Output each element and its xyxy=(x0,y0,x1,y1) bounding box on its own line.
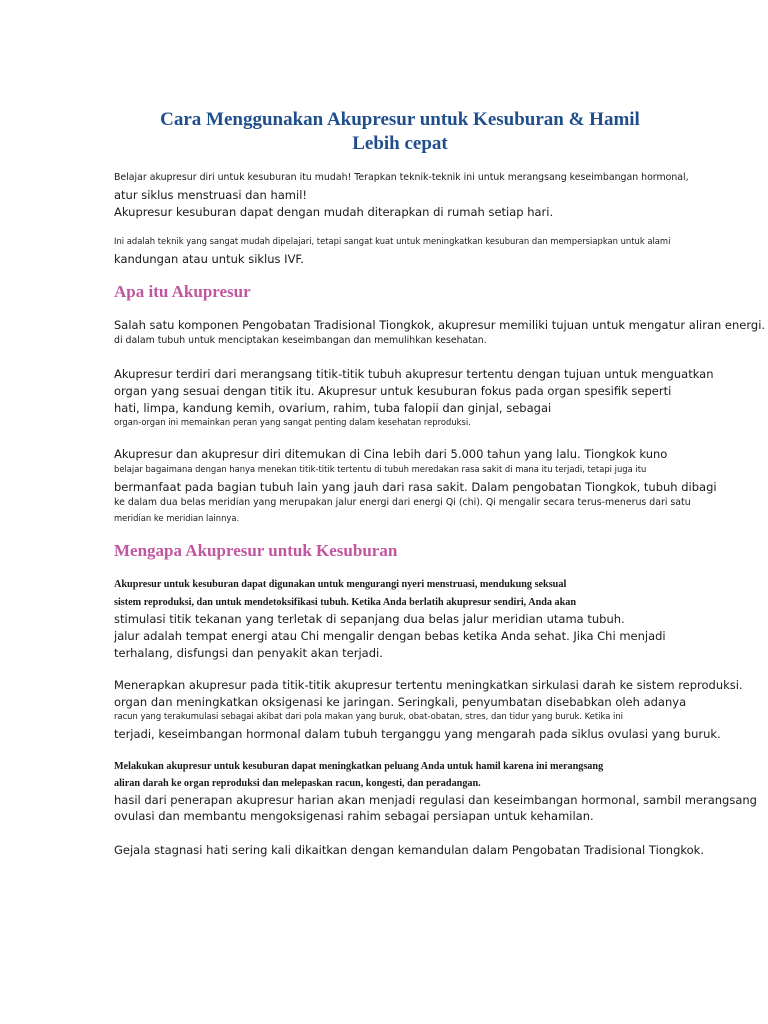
paragraph-line: Menerapkan akupresur pada titik-titik akupresur tertentu meningkatkan sirkulasi darah ke sistem reproduksi. xyxy=(114,678,743,692)
paragraph-line: ke dalam dua belas meridian yang merupakan jalur energi dari energi Qi (chi). Qi mengalir secara terus-menerus dari satu xyxy=(114,497,691,508)
paragraph-line: di dalam tubuh untuk menciptakan keseimbangan dan memulihkan kesehatan. xyxy=(114,335,487,346)
paragraph-line: racun yang terakumulasi sebagai akibat dari pola makan yang buruk, obat-obatan, stres, dan tidur yang buruk. Ketika ini xyxy=(114,711,623,721)
paragraph-line: jalur adalah tempat energi atau Chi mengalir dengan bebas ketika Anda sehat. Jika Chi menjadi xyxy=(114,629,666,643)
title-line-2: Lebih cepat xyxy=(352,133,448,154)
paragraph-line: sistem reproduksi, dan untuk mendetoksifikasi tubuh. Ketika Anda berlatih akupresur sendiri, Anda akan xyxy=(114,597,577,608)
paragraph-line: Akupresur terdiri dari merangsang titik-titik tubuh akupresur tertentu dengan tujuan untuk menguatkan xyxy=(114,367,714,381)
section-heading: Mengapa Akupresur untuk Kesuburan xyxy=(114,541,398,560)
paragraph-line: Akupresur dan akupresur diri ditemukan di Cina lebih dari 5.000 tahun yang lalu. Tiongkok kuno xyxy=(114,447,668,461)
section-heading: Apa itu Akupresur xyxy=(114,282,251,301)
paragraph-line: organ yang sesuai dengan titik itu. Akupresur untuk kesuburan fokus pada organ spesifik seperti xyxy=(114,384,672,398)
intro-line: Belajar akupresur diri untuk kesuburan itu mudah! Terapkan teknik-teknik ini untuk merangsang keseimbangan hormonal, xyxy=(114,172,689,183)
paragraph-line: Gejala stagnasi hati sering kali dikaitkan dengan kemandulan dalam Pengobatan Tradisional Tiongkok. xyxy=(114,843,704,857)
paragraph-line: stimulasi titik tekanan yang terletak di sepanjang dua belas jalur meridian utama tubuh. xyxy=(114,612,625,626)
title-line-1: Cara Menggunakan Akupresur untuk Kesuburan & Hamil xyxy=(160,109,640,130)
paragraph-line: Akupresur untuk kesuburan dapat digunakan untuk mengurangi nyeri menstruasi, mendukung seksual xyxy=(114,579,567,590)
paragraph-line: belajar bagaimana dengan hanya menekan titik-titik tertentu di tubuh meredakan rasa sakit di mana itu terjadi, tetapi juga itu xyxy=(114,464,647,474)
paragraph-line: meridian ke meridian lainnya. xyxy=(114,513,240,523)
paragraph-line: terhalang, disfungsi dan penyakit akan terjadi. xyxy=(114,646,383,660)
paragraph-line: hasil dari penerapan akupresur harian akan menjadi regulasi dan keseimbangan hormonal, sambil merangsang xyxy=(114,793,757,807)
paragraph-line: Salah satu komponen Pengobatan Tradisional Tiongkok, akupresur memiliki tujuan untuk mengatur aliran energi. xyxy=(114,318,766,332)
paragraph-line: terjadi, keseimbangan hormonal dalam tubuh terganggu yang mengarah pada siklus ovulasi yang buruk. xyxy=(114,727,721,741)
paragraph-line: organ dan meningkatkan oksigenasi ke jaringan. Seringkali, penyumbatan disebabkan oleh adanya xyxy=(114,695,687,709)
intro-line: atur siklus menstruasi dan hamil! xyxy=(114,188,308,202)
paragraph-line: ovulasi dan membantu mengoksigenasi rahim sebagai persiapan untuk kehamilan. xyxy=(114,809,594,823)
paragraph-line: hati, limpa, kandung kemih, ovarium, rahim, tuba falopii dan ginjal, sebagai xyxy=(114,401,552,415)
intro-line: Akupresur kesuburan dapat dengan mudah diterapkan di rumah setiap hari. xyxy=(114,205,554,219)
paragraph-line: aliran darah ke organ reproduksi dan melepaskan racun, kongesti, dan peradangan. xyxy=(114,778,481,789)
page-title xyxy=(100,108,700,156)
paragraph-line: bermanfaat pada bagian tubuh lain yang jauh dari rasa sakit. Dalam pengobatan Tiongkok, tubuh dibagi xyxy=(114,480,717,494)
paragraph-line: organ-organ ini memainkan peran yang sangat penting dalam kesehatan reproduksi. xyxy=(114,417,471,427)
paragraph-line: Melakukan akupresur untuk kesuburan dapat meningkatkan peluang Anda untuk hamil karena ini merangsang xyxy=(114,761,604,772)
intro-line: kandungan atau untuk siklus IVF. xyxy=(114,252,304,266)
intro-line: Ini adalah teknik yang sangat mudah dipelajari, tetapi sangat kuat untuk meningkatkan kesuburan dan mempersiapkan untuk alami xyxy=(114,236,671,246)
